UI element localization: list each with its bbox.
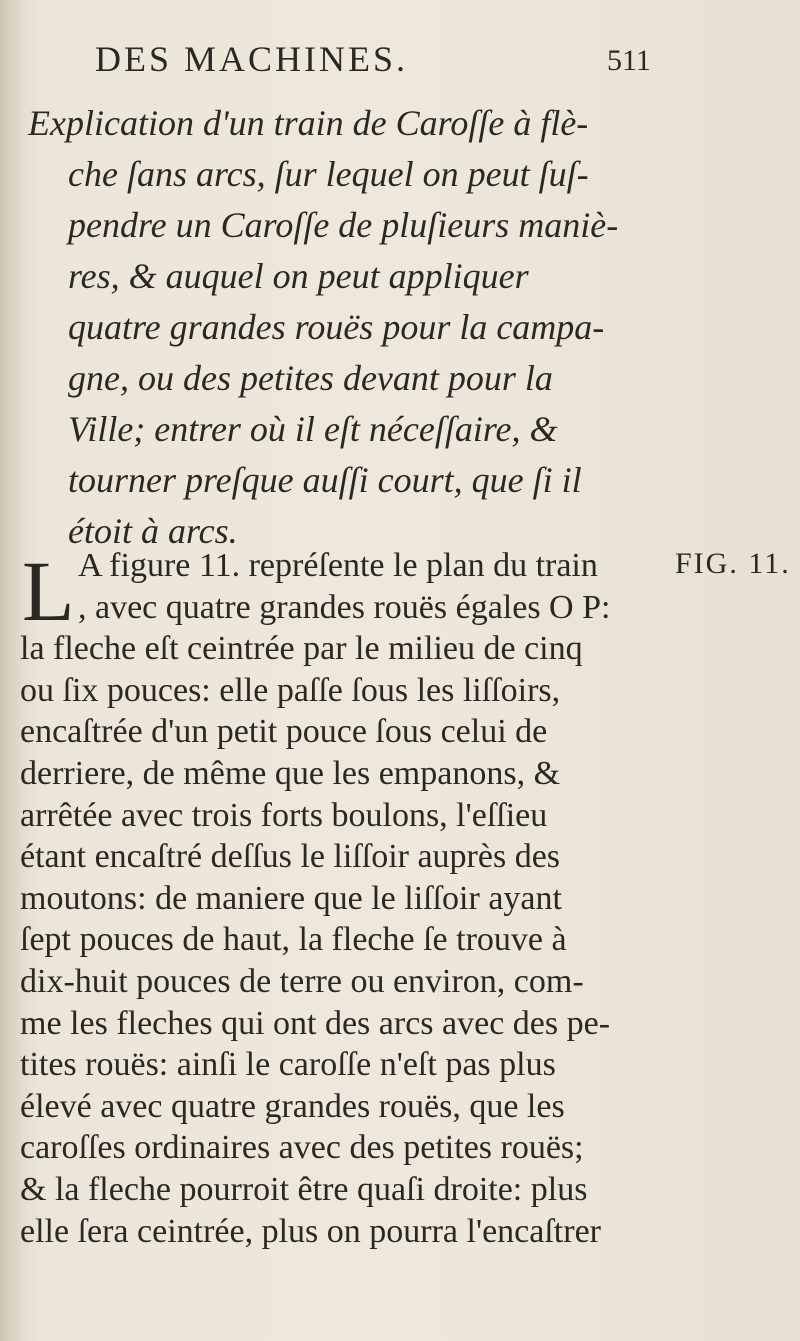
section-summary (28, 98, 788, 557)
body-line: & la fleche pourroit être quaſi droite: plus (20, 1170, 588, 1208)
summary-line: pendre un Caroſſe de pluſieurs maniè- (68, 205, 619, 245)
page-gutter (0, 0, 22, 1341)
body-line: la fleche eſt ceintrée par le milieu de cinq (20, 630, 583, 668)
body-line: élevé avec quatre grandes rouës, que les (20, 1087, 565, 1125)
page-number: 511 (607, 44, 651, 77)
summary-line: che ſans arcs, ſur lequel on peut ſuſ- (68, 154, 589, 194)
body-line: derriere, de même que les empanons, & (20, 754, 561, 792)
summary-line: res, & auquel on peut appliquer (68, 256, 529, 296)
body-line: encaſtrée d'un petit pouce ſous celui de (20, 713, 548, 751)
body-line: moutons: de maniere que le liſſoir ayant (20, 879, 562, 917)
body-line: A figure 11. repréſente le plan du train (78, 547, 598, 584)
body-line: elle ſera ceintrée, plus on pourra l'encaſtrer (20, 1212, 601, 1250)
body-line: dix-huit pouces de terre ou environ, com- (20, 962, 584, 1000)
body-text (20, 545, 800, 1252)
body-line: tites rouës: ainſi le caroſſe n'eſt pas plus (20, 1046, 556, 1084)
page-header (95, 38, 735, 88)
summary-line: tourner preſque auſſi court, que ſi il (68, 460, 582, 500)
running-title: DES MACHINES. (95, 39, 409, 79)
body-line: ſept pouces de haut, la fleche ſe trouve à (20, 921, 567, 959)
summary-line: Ville; entrer où il eſt néceſſaire, & (68, 409, 558, 449)
summary-line: quatre grandes rouës pour la campa- (68, 307, 605, 347)
body-line: arrêtée avec trois forts boulons, l'eſſieu (20, 796, 548, 834)
body-line: caroſſes ordinaires avec des petites rouës; (20, 1129, 584, 1167)
body-line: étant encaſtré deſſus le liſſoir auprès des (20, 838, 561, 876)
body-line: , avec quatre grandes rouës égales O P: (78, 588, 611, 626)
drop-cap: L (22, 543, 75, 639)
summary-line: étoit à arcs. (68, 511, 238, 551)
summary-line: gne, ou des petites devant pour la (68, 358, 553, 398)
body-line: ou ſix pouces: elle paſſe ſous les liſſoirs, (20, 671, 561, 709)
summary-line: Explication d'un train de Caroſſe à flè- (28, 103, 589, 143)
body-line: me les fleches qui ont des arcs avec des pe- (20, 1004, 611, 1042)
figure-margin-label: FIG. 11. (675, 547, 791, 580)
